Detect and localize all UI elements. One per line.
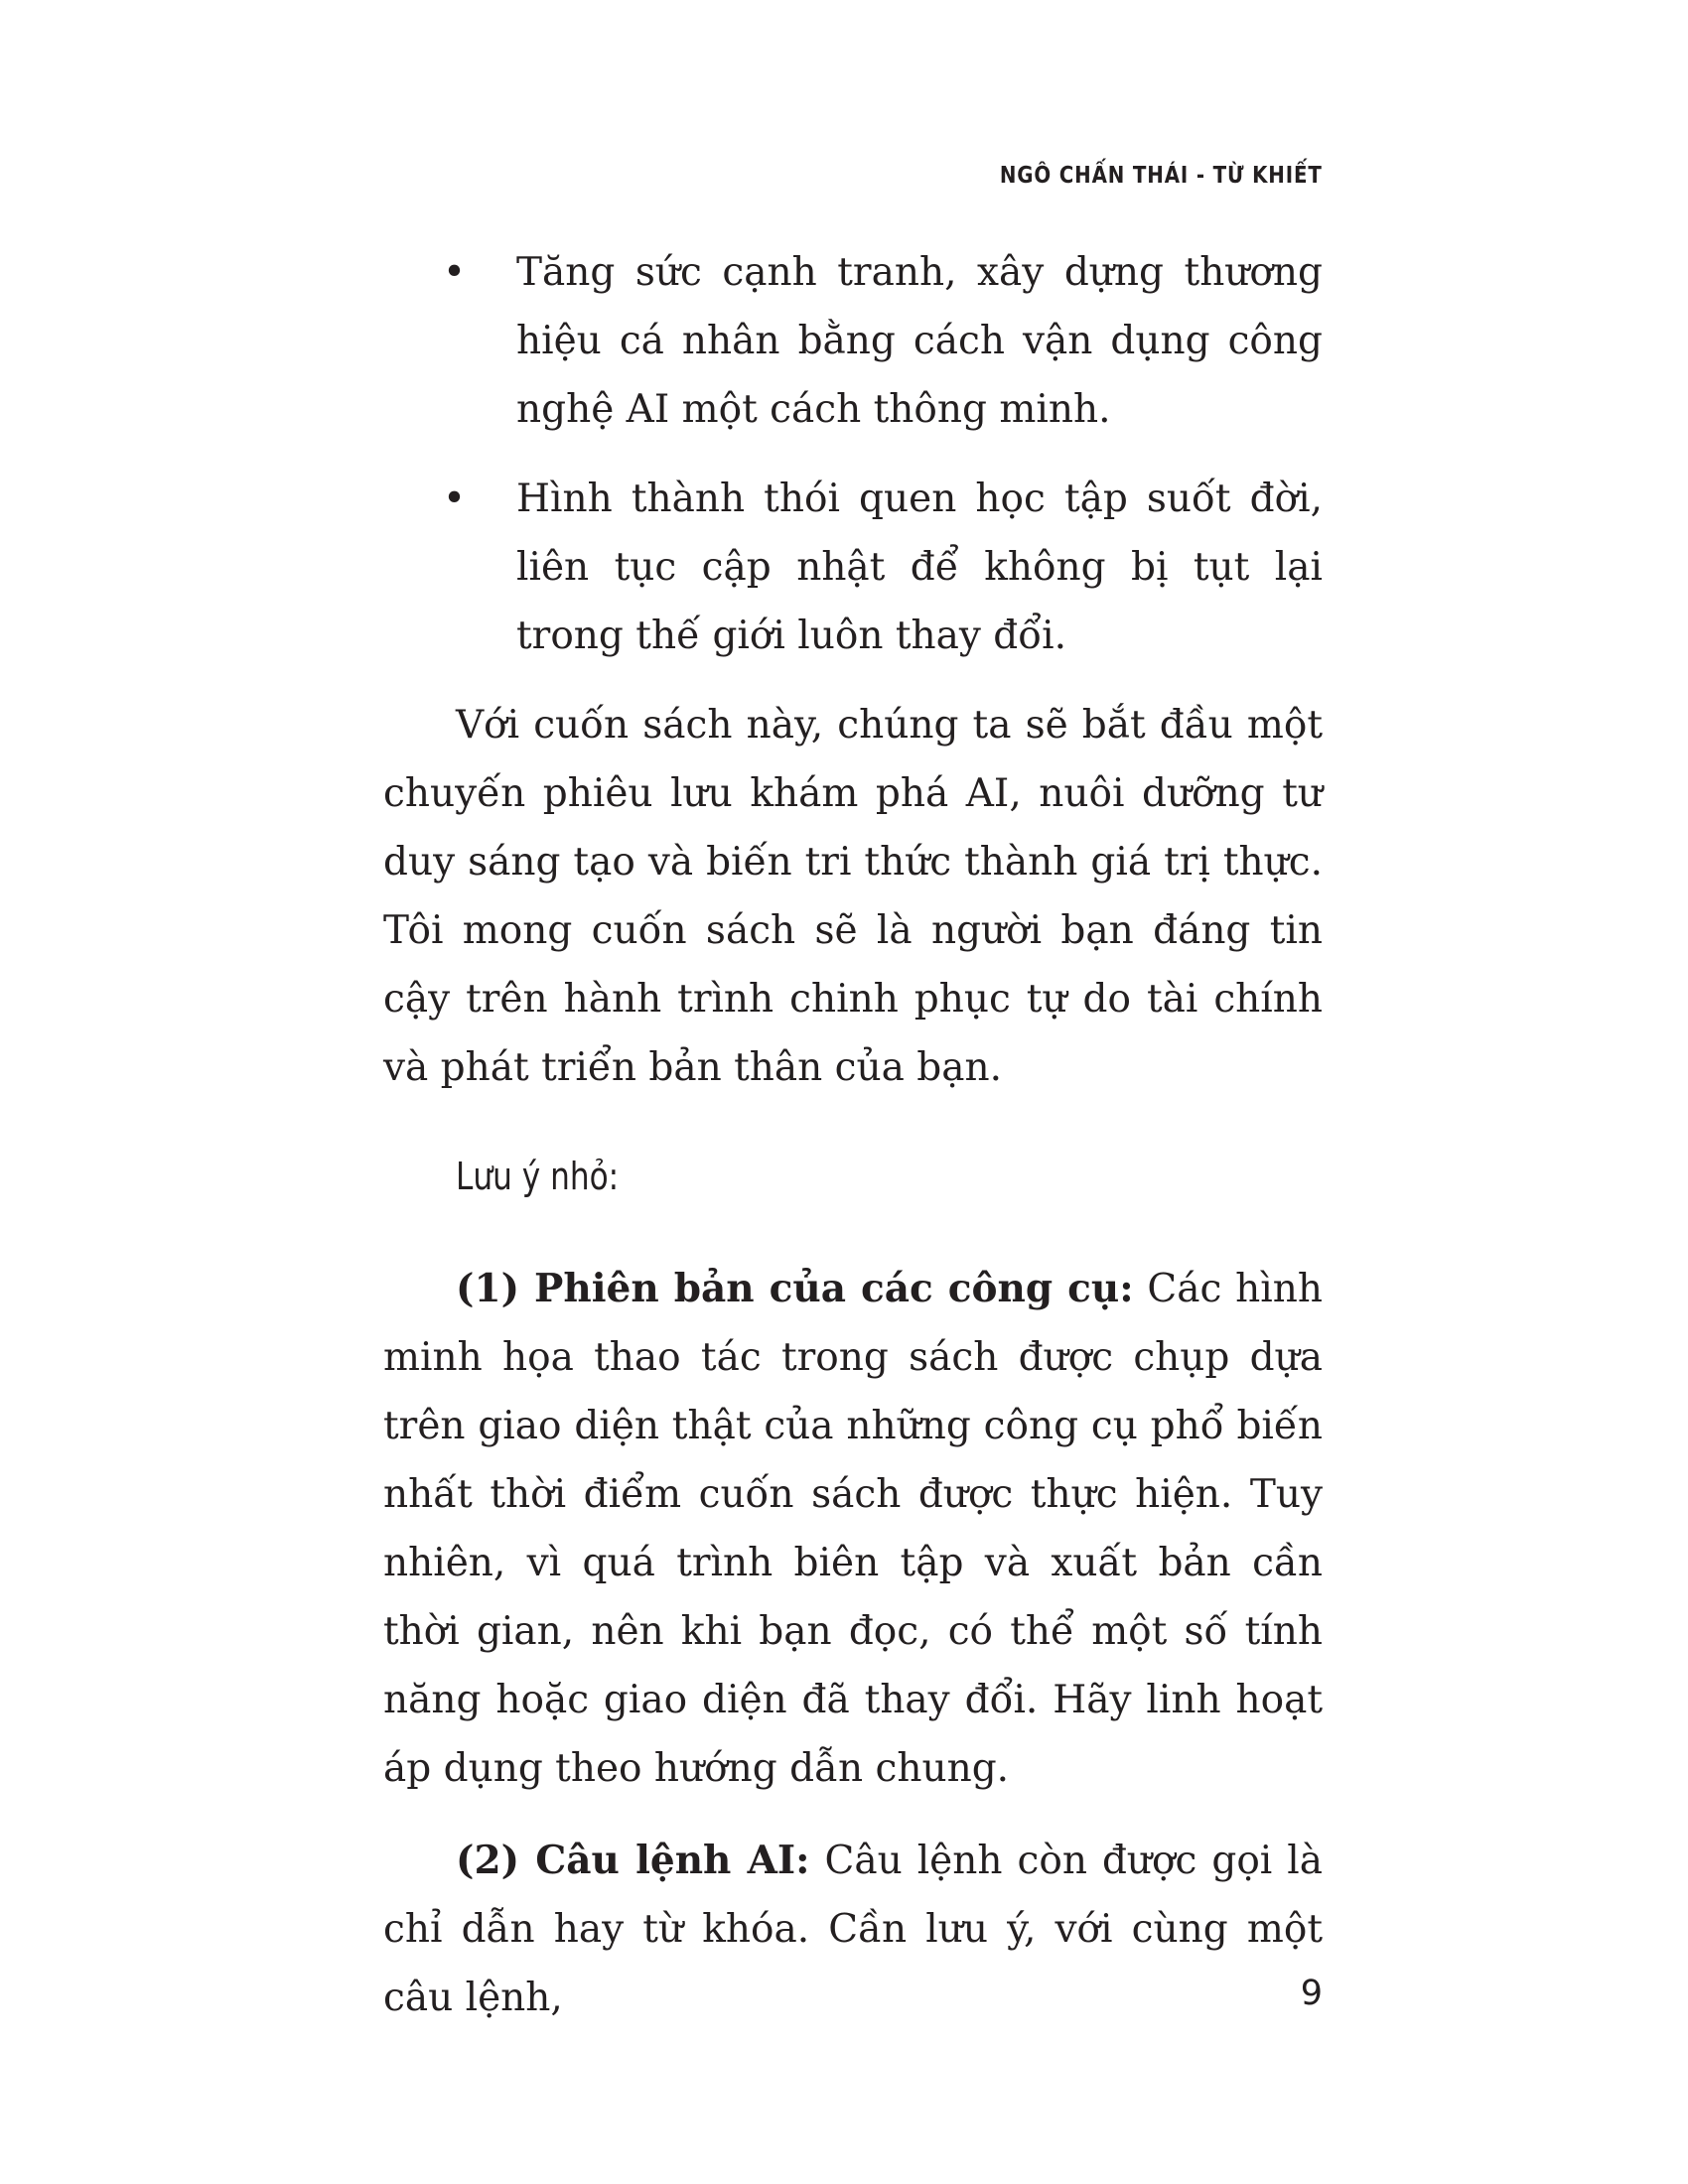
list-item-text: Tăng sức cạnh tranh, xây dựng thương hiệu cá nhân bằng cách vận dụng công nghệ AI một cách thông minh.: [516, 250, 1323, 432]
note-lead: (2) Câu lệnh AI:: [456, 1838, 810, 1883]
note-paragraph-2: [383, 1827, 1323, 2032]
notes-heading: Lưu ý nhỏ:: [456, 1155, 620, 1198]
list-item: [383, 465, 1323, 670]
note-text: Các hình minh họa thao tác trong sách được chụp dựa trên giao diện thật của những công cụ phổ biến nhất thời điểm cuốn sách được thực hiện. Tuy nhiên, vì quá trình biên tập và xuất bản cần thời gian, nên khi bạn đọc, có thể một số tính năng hoặc giao diện đã thay đổi. Hãy linh hoạt áp dụng theo hướng dẫn chung.: [383, 1267, 1323, 1791]
page-body: [383, 238, 1323, 2056]
note-paragraph-1: [383, 1255, 1323, 1803]
list-item: [383, 238, 1323, 444]
bullet-icon: •: [443, 250, 467, 295]
page-number: 9: [1300, 1974, 1323, 2013]
note-text: Câu lệnh còn được gọi là chỉ dẫn hay từ khóa. Cần lưu ý, với cùng một câu lệnh,: [383, 1839, 1323, 2020]
bullet-list: [383, 238, 1323, 670]
list-item-text: Hình thành thói quen học tập suốt đời, liên tục cập nhật để không bị tụt lại trong thế giới luôn thay đổi.: [516, 477, 1323, 658]
note-lead: (1) Phiên bản của các công cụ:: [456, 1266, 1134, 1311]
running-header: NGÔ CHẤN THÁI - TỪ KHIẾT: [1000, 163, 1323, 189]
intro-paragraph: Với cuốn sách này, chúng ta sẽ bắt đầu một chuyến phiêu lưu khám phá AI, nuôi dưỡng tư duy sáng tạo và biến tri thức thành giá trị thực. Tôi mong cuốn sách sẽ là người bạn đáng tin cậy trên hành trình chinh phục tự do tài chính và phát triển bản thân của bạn.: [383, 703, 1323, 1090]
bullet-icon: •: [443, 477, 467, 521]
